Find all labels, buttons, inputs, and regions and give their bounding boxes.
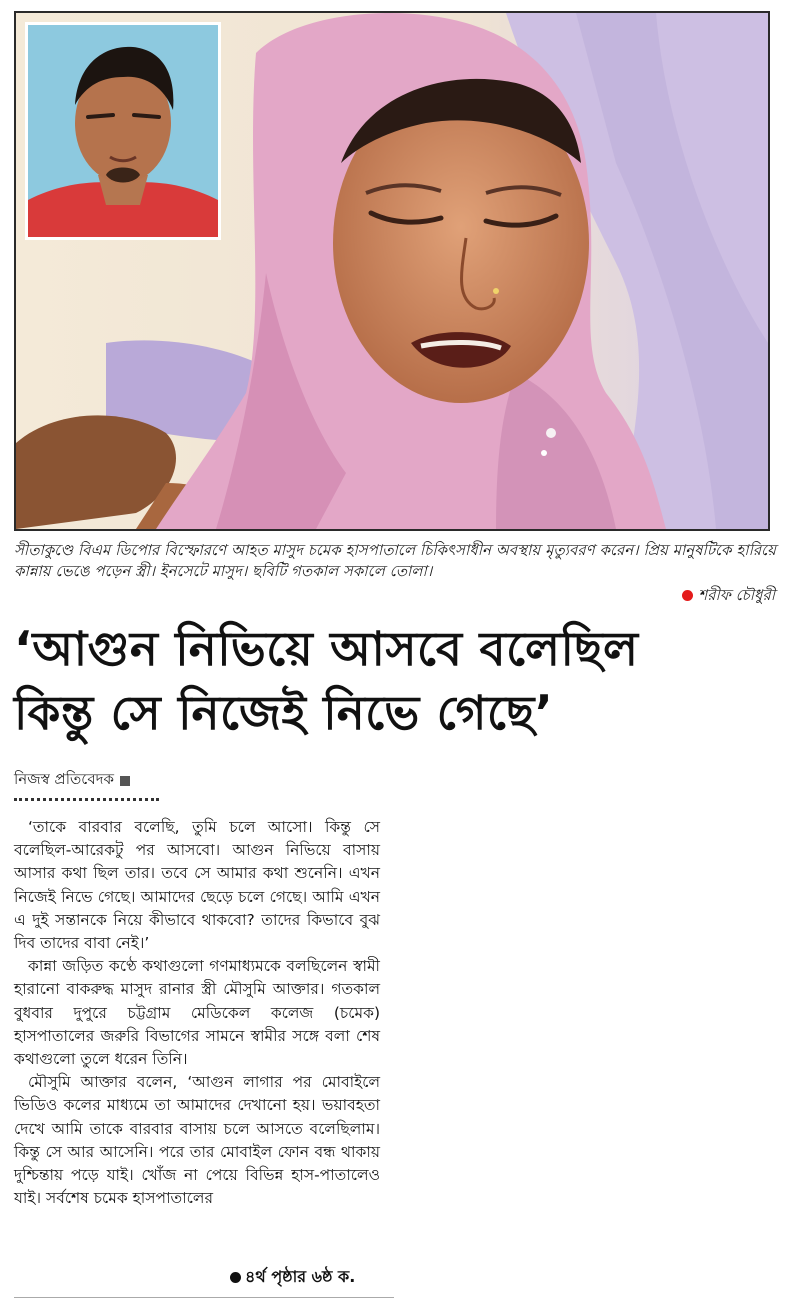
inset-photo [25, 22, 221, 240]
photo-caption: সীতাকুণ্ডে বিএম ডিপোর বিস্ফোরণে আহত মাসুদ চমেক হাসপাতালে চিকিৎসাধীন অবস্থায় মৃত্যুবরণ করেন। প্রিয় মানুষটিকে হারিয়ে কান্নায় ভেঙে পড়েন স্ত্রী। ইনসেটে মাসুদ। ছবিটি গতকাল সকালে তোলা। [14, 541, 776, 580]
square-bullet-icon [120, 776, 130, 786]
photo-credit-name: শরীফ চৌধুরী [698, 586, 775, 604]
photo-credit [682, 585, 775, 606]
article-paragraph-2: কান্না জড়িত কণ্ঠে কথাগুলো গণমাধ্যমকে বলছিলেন স্বামী হারানো বাকরুদ্ধ মাসুদ রানার স্ত্রী মৌসুমি আক্তার। গতকাল বুধবার দুপুরে চট্টগ্রাম মেডিকেল কলেজ (চমেক) হাসপাতালের জরুরি বিভাগের সামনে স্বামীর সঙ্গে বলা শেষ কথাগুলো তুলে ধরেন তিনি। [14, 957, 380, 1069]
portrait-man-red-shirt [28, 25, 218, 237]
byline [14, 768, 130, 793]
continued-on-text: ৪র্থ পৃষ্ঠার ৬ষ্ঠ ক. [245, 1267, 356, 1286]
article-paragraph-1: ‘তাকে বারবার বলেছি, তুমি চলে আসো। কিন্তু সে বলেছিল-আরেকটু পর আসবো। আগুন নিভিয়ে বাসায় আসার কথা ছিল তার। তবে সে আমার কথা শুনেনি। এখন নিজেই নিভে গেছে। আমাদের ছেড়ে চলে গেছে। আমি এখন এ দুই সন্তানকে নিয়ে কীভাবে থাকবো? তাদের কিভাবে বুঝ দিব তাদের বাবা নেই।’ [14, 818, 380, 953]
bullet-icon [230, 1272, 241, 1283]
headline-line-2: কিন্তু সে নিজেই নিভে গেছে’ [14, 686, 554, 741]
byline-divider [14, 798, 159, 801]
headline-line-1: ‘আগুন নিভিয়ে আসবে বলেছিল [14, 622, 639, 677]
article-body [14, 816, 380, 1210]
bottom-divider [14, 1297, 394, 1298]
continued-on [230, 1264, 355, 1291]
main-photo [14, 11, 770, 531]
byline-text: নিজস্ব প্রতিবেদক [14, 770, 115, 788]
article-paragraph-3: মৌসুমি আক্তার বলেন, ‘আগুন লাগার পর মোবাইলে ভিডিও কলের মাধ্যমে তা আমাদের দেখানো হয়। ভয়াবহতা দেখে আমি তাকে বারবার বাসায় চলে আসতে বলেছিলাম। কিন্তু সে আর আসেনি। পরে তার মোবাইল ফোন বন্ধ থাকায় দুশ্চিন্তায় পড়ে যাই। খোঁজ না পেয়ে বিভিন্ন হাস-পাতালেও যাই। সর্বশেষ চমেক হাসপাতালের [14, 1073, 380, 1208]
headline [14, 618, 784, 746]
red-dot-icon [682, 590, 693, 601]
